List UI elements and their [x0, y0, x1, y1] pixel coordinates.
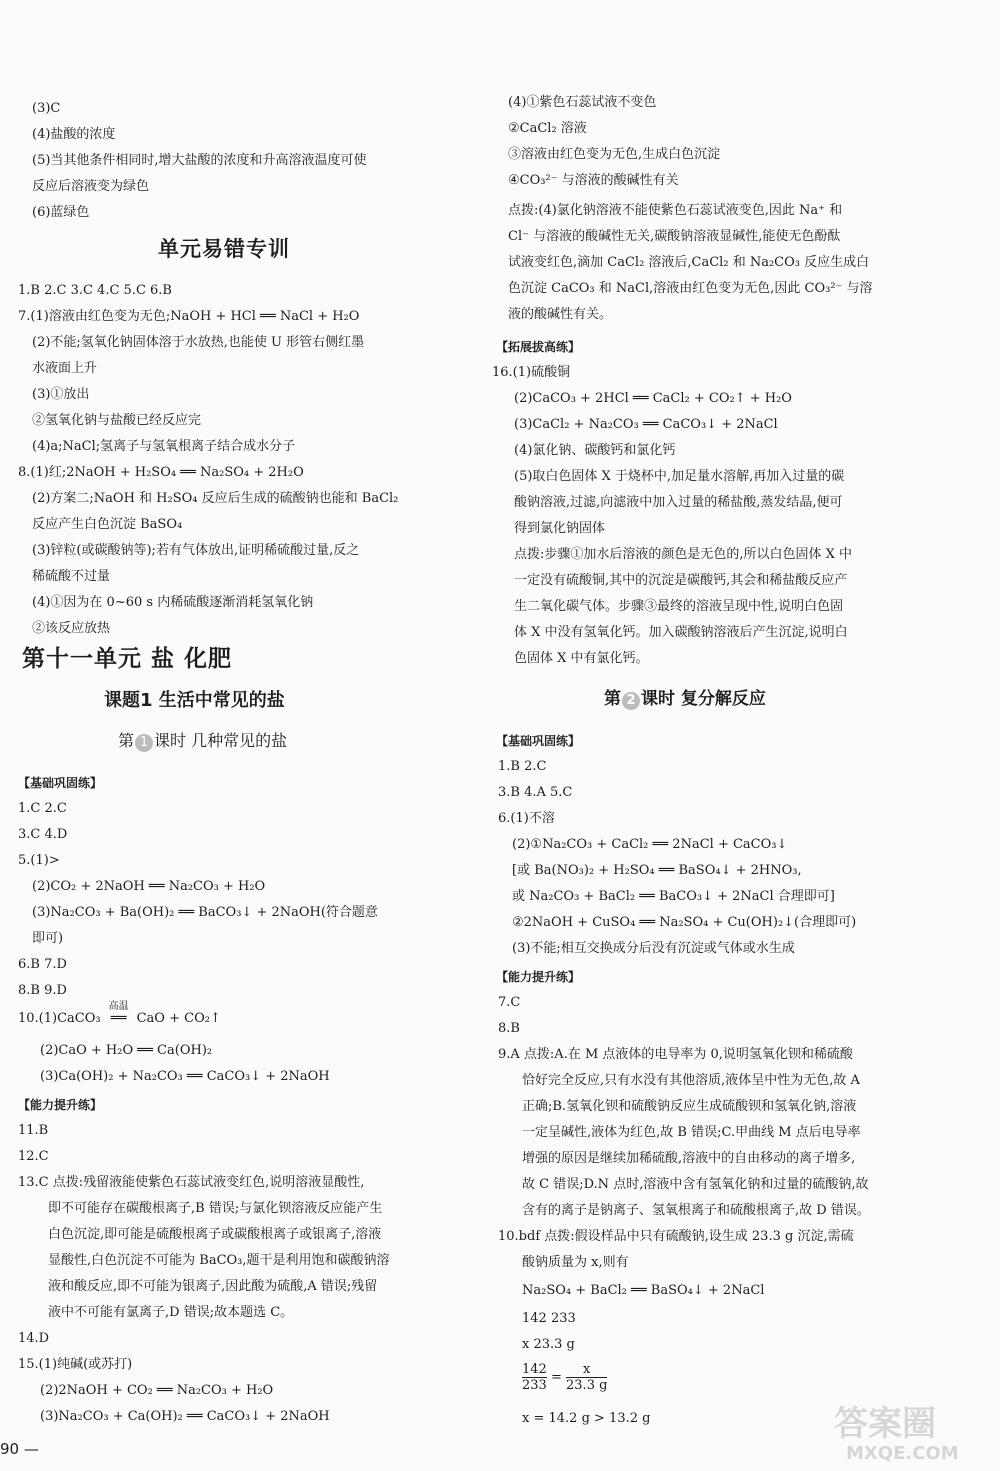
left-text-line: 13.C 点拨:残留液能使紫色石蕊试液变红色,说明溶液显酸性, — [18, 1175, 365, 1190]
reaction-condition: 高温 — [108, 1001, 129, 1012]
left-text-line: 6.B 7.D — [18, 957, 67, 972]
right-text-line: 3.B 4.A 5.C — [498, 785, 573, 800]
right-text-line: (2)CaCO₃ + 2HCl ══ CaCl₂ + CO₂↑ + H₂O — [514, 391, 792, 406]
left-text-line: 7.(1)溶液由红色变为无色;NaOH + HCl ══ NaCl + H₂O — [18, 309, 360, 324]
right-text-line: 体 X 中没有氢氧化钙。加入碳酸钠溶液后产生沉淀,说明白 — [514, 625, 848, 640]
right-text-line: 一定呈碱性,液体为红色,故 B 错误;C.甲曲线 M 点后电导率 — [522, 1125, 861, 1140]
left-text-line: 显酸性,白色沉淀不可能为 BaCO₃,题干是利用饱和碳酸钠溶 — [48, 1253, 390, 1268]
right-text-line: 6.(1)不溶 — [498, 811, 555, 826]
ratio-fraction: $\frac{142}{233}$ = $\frac{x}{23.3 g}$ — [522, 1362, 608, 1393]
period1-heading: 第 1 课时 几种常见的盐 — [118, 731, 288, 750]
left-text-line: 1.B 2.C 3.C 4.C 5.C 6.B — [18, 283, 172, 298]
left-text-line: 11.B — [18, 1123, 49, 1138]
left-text-line: 稀硫酸不过量 — [32, 569, 111, 584]
right-text-line: 10.bdf 点拨:假设样品中只有硫酸钠,设生成 23.3 g 沉淀,需硫 — [498, 1229, 854, 1244]
left-text-line: ②氢氧化钠与盐酸已经反应完 — [32, 413, 202, 428]
left-text-line: (4)盐酸的浓度 — [32, 127, 116, 142]
right-text-line: [或 Ba(NO₃)₂ + H₂SO₄ ══ BaSO₄↓ + 2HNO₃, — [512, 863, 802, 878]
right-text-line: 得到氯化钠固体 — [514, 521, 606, 536]
left-text-line: (2)2NaOH + CO₂ ══ Na₂CO₃ + H₂O — [40, 1383, 274, 1398]
right-text-line: 色固体 X 中有氯化钙。 — [514, 651, 649, 666]
right-text-line: 1.B 2.C — [498, 759, 547, 774]
right-text-line: ②2NaOH + CuSO₄ ══ Na₂SO₄ + Cu(OH)₂↓(合理即可) — [512, 915, 857, 930]
left-text-line: 8.(1)红;2NaOH + H₂SO₄ ══ Na₂SO₄ + 2H₂O — [18, 465, 304, 480]
unit-review-heading: 单元易错专训 — [158, 237, 290, 261]
left-text-line: (5)当其他条件相同时,增大盐酸的浓度和升高溶液温度可使 — [32, 153, 367, 168]
right-text-line: 9.A 点拨:A.在 M 点液体的电导率为 0,说明氢氧化钡和稀硫酸 — [498, 1047, 853, 1062]
left-text-line: 8.B 9.D — [18, 983, 67, 998]
left-text-line: (3)Na₂CO₃ + Ca(OH)₂ ══ CaCO₃↓ + 2NaOH — [40, 1409, 330, 1424]
right-text-line: (3)CaCl₂ + Na₂CO₃ ══ CaCO₃↓ + 2NaCl — [514, 417, 778, 432]
period2-heading: 第 2 课时 复分解反应 — [604, 689, 766, 709]
right-text-line: 含有的离子是钠离子、氢氧根离子和硫酸根离子,故 D 错误。 — [522, 1203, 870, 1218]
left-text-line: (6)蓝绿色 — [32, 205, 90, 220]
right-text-line: 酸钠质量为 x,则有 — [522, 1255, 629, 1270]
left-text-line: 即不可能存在碳酸根离子,B 错误;与氯化钡溶液反应能产生 — [48, 1201, 383, 1216]
right-text-line: ④CO₃²⁻ 与溶液的酸碱性有关 — [508, 173, 679, 188]
left-text-line: (2)方案二;NaOH 和 H₂SO₄ 反应后生成的硫酸钠也能和 BaCl₂ — [32, 491, 399, 506]
chapter-heading: 第十一单元 盐 化肥 — [22, 646, 233, 672]
right-text-line: 试液变红色,滴加 CaCl₂ 溶液后,CaCl₂ 和 Na₂CO₃ 反应生成白 — [508, 255, 870, 270]
left-text-line: 液和酸反应,即不可能为银离子,因此酸为硫酸,A 错误;残留 — [48, 1279, 378, 1294]
right-text-line: (5)取白色固体 X 于烧杯中,加足量水溶解,再加入过量的碳 — [514, 469, 845, 484]
left-text-line: 15.(1)纯碱(或苏打) — [18, 1357, 133, 1372]
right-text-line: 16.(1)硫酸铜 — [492, 365, 571, 380]
right-text-line: 液的酸碱性有关。 — [508, 307, 613, 322]
left-text-line: 水液面上升 — [32, 361, 98, 376]
left-text-line: (4)①因为在 0~60 s 内稀硫酸逐渐消耗氢氧化钠 — [32, 595, 314, 610]
right-text-line: (3)不能;相互交换成分后没有沉淀或气体或水生成 — [512, 941, 795, 956]
right-text-line: 142 233 — [522, 1311, 576, 1326]
section-extend-right: 【拓展拔高练】 — [496, 340, 581, 354]
left-text-line: (3)C — [32, 101, 61, 116]
left-text-line: (2)不能;氢氧化钠固体溶于水放热,也能使 U 形管右侧红墨 — [32, 335, 365, 350]
right-text-line: 故 C 错误;D.N 点时,溶液中含有氢氧化钠和过量的硫酸钠,故 — [522, 1177, 869, 1192]
left-text-line: (3)锌粒(或碳酸钠等);若有气体放出,证明稀硫酸过量,反之 — [32, 543, 360, 558]
lesson-heading: 课题1 生活中常见的盐 — [104, 690, 285, 711]
right-text-line: 8.B — [498, 1021, 520, 1036]
right-text-line: 7.C — [498, 995, 521, 1010]
right-text-line: x = 14.2 g > 13.2 g — [522, 1411, 651, 1426]
section-ability-left: 【能力提升练】 — [18, 1098, 103, 1112]
section-basic-left: 【基础巩固练】 — [18, 776, 103, 790]
left-text-line: (2)CaO + H₂O ══ Ca(OH)₂ — [40, 1043, 213, 1058]
left-text-line: 反应产生白色沉淀 BaSO₄ — [32, 517, 183, 532]
right-text-line: x 23.3 g — [522, 1337, 575, 1352]
right-text-line: 增强的原因是继续加稀硫酸,溶液中的自由移动的离子增多, — [522, 1151, 856, 1166]
right-text-line: Cl⁻ 与溶液的酸碱性无关,碳酸钠溶液显碱性,能使无色酚酞 — [508, 229, 841, 244]
left-text-line: (3)Ca(OH)₂ + Na₂CO₃ ══ CaCO₃↓ + 2NaOH — [40, 1069, 330, 1084]
section-ability-right: 【能力提升练】 — [496, 970, 581, 984]
right-text-line: (4)①紫色石蕊试液不变色 — [508, 95, 657, 110]
left-text-line: 12.C — [18, 1149, 49, 1164]
svg-text:MXQE.COM: MXQE.COM — [846, 1443, 959, 1464]
right-text-line: ③溶液由红色变为无色,生成白色沉淀 — [508, 147, 721, 162]
right-text-line: 点拨:(4)氯化钠溶液不能使紫色石蕊试液变色,因此 Na⁺ 和 — [508, 203, 843, 218]
right-text-line: 生二氧化碳气体。步骤③最终的溶液呈现中性,说明白色固 — [514, 599, 844, 614]
page-number: 90 — — [0, 1440, 39, 1458]
equation-10-1: 10.(1)CaCO₃ 高温 ══ CaO + CO₂↑ — [18, 1010, 221, 1028]
left-text-line: 3.C 4.D — [18, 827, 68, 842]
left-text-line: (3)①放出 — [32, 387, 90, 402]
period1-number-badge: 1 — [135, 734, 153, 752]
right-text-line: (2)①Na₂CO₃ + CaCl₂ ══ 2NaCl + CaCO₃↓ — [512, 837, 788, 852]
left-text-line: 即可) — [32, 931, 64, 946]
right-text-line: 正确;B.氢氧化钡和硫酸钠反应生成硫酸钡和氢氧化钠,溶液 — [522, 1099, 857, 1114]
right-text-line: 或 Na₂CO₃ + BaCl₂ ══ BaCO₃↓ + 2NaCl 合理即可] — [512, 889, 835, 904]
right-text-line: 恰好完全反应,只有水没有其他溶质,液体呈中性为无色,故 A — [522, 1073, 860, 1088]
right-text-line: ②CaCl₂ 溶液 — [508, 121, 587, 136]
watermark-logo — [826, 1395, 986, 1465]
right-text-line: (4)氯化钠、碳酸钙和氯化钙 — [514, 443, 676, 458]
section-basic-right: 【基础巩固练】 — [496, 734, 581, 748]
left-text-line: 1.C 2.C — [18, 801, 67, 816]
right-text-line: 一定没有硫酸铜,其中的沉淀是碳酸钙,其会和稀盐酸反应产 — [514, 573, 848, 588]
left-text-line: 5.(1)> — [18, 853, 60, 868]
right-text-line: 点拨:步骤①加水后溶液的颜色是无色的,所以白色固体 X 中 — [514, 547, 853, 562]
svg-text:答案圈: 答案圈 — [834, 1404, 936, 1444]
left-text-line: ②该反应放热 — [32, 621, 111, 636]
left-text-line: (4)a;NaCl;氢离子与氢氧根离子结合成水分子 — [32, 439, 296, 454]
right-text-line: Na₂SO₄ + BaCl₂ ══ BaSO₄↓ + 2NaCl — [522, 1283, 765, 1298]
left-text-line: 反应后溶液变为绿色 — [32, 179, 150, 194]
left-text-line: 液中不可能有氯离子,D 错误;故本题选 C。 — [48, 1305, 294, 1320]
right-text-line: 酸钠溶液,过滤,向滤液中加入过量的稀盐酸,蒸发结晶,便可 — [514, 495, 843, 510]
left-text-line: 白色沉淀,即可能是硫酸根离子或碳酸根离子或银离子,溶液 — [48, 1227, 382, 1242]
left-text-line: (2)CO₂ + 2NaOH ══ Na₂CO₃ + H₂O — [32, 879, 266, 894]
right-text-line: 色沉淀 CaCO₃ 和 NaCl,溶液由红色变为无色,因此 CO₃²⁻ 与溶 — [508, 281, 873, 296]
left-text-line: 14.D — [18, 1331, 50, 1346]
left-text-line: (3)Na₂CO₃ + Ba(OH)₂ ══ BaCO₃↓ + 2NaOH(符合题意 — [32, 905, 378, 920]
period2-number-badge: 2 — [622, 692, 640, 710]
